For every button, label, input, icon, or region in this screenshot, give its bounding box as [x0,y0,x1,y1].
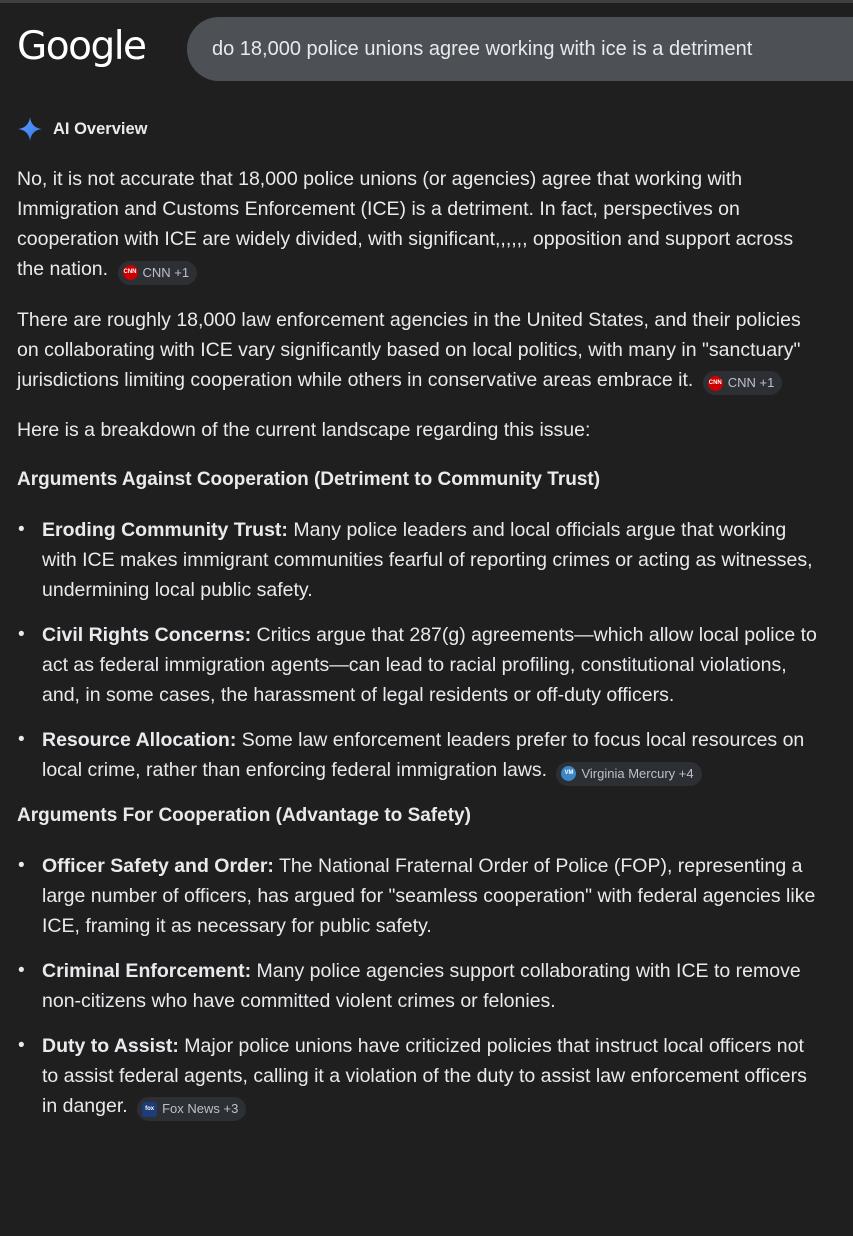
for-list [17,851,817,1122]
overview-paragraph-2 [17,305,817,396]
list-item [17,1031,817,1122]
overview-paragraph-3 [17,415,817,445]
bullet-icon: • [18,959,25,981]
item-text: Major police unions have criticized policies that instruct local officers not to assist federal agents, calling it a violation of the duty to assist law enforcement officers in danger. [42,1034,807,1117]
paragraph-text: Here is a breakdown of the current landscape regarding this issue: [17,419,591,441]
bullet-icon: • [18,519,25,540]
source-chip-cnn[interactable] [118,261,198,285]
paragraph-text: No, it is not accurate that 18,000 police unions (or agencies) agree that working with Immigration and Customs Enforcement (ICE) is a detriment. In fact, perspectives on cooperation with ICE are widely divided, with significant,,,,,, opposition and support across the nation. [17,168,794,280]
list-item [17,725,817,786]
item-title: Criminal Enforcement: [42,959,252,982]
item-text: The National Fraternal Order of Police (FOP), representing a large number of officers, has argued for "seamless cooperation" with federal agencies like ICE, framing it as necessary for public safety. [42,854,816,937]
bullet-icon: • [18,729,25,750]
against-list [17,515,817,786]
item-title: Eroding Community Trust: [42,519,288,541]
list-item [17,956,817,1016]
item-title: Civil Rights Concerns: [42,624,252,646]
source-chip-label: CNN +1 [727,375,775,390]
bullet-icon: • [18,1034,25,1056]
google-logo[interactable]: Google [17,24,146,69]
item-title: Duty to Assist: [42,1034,179,1057]
source-chip-fox-news[interactable] [137,1097,246,1121]
item-text: Critics argue that 287(g) agreements—which allow local police to act as federal immigration agents—can lead to racial profiling, constitutional violations, and, in some cases, the harassment of legal residents or off-duty officers. [42,624,817,706]
source-chip-virginia-mercury[interactable] [556,762,701,786]
source-chip-label: Virginia Mercury +4 [581,765,694,781]
search-query-text[interactable]: do 18,000 police unions agree working with ice is a detriment [212,38,753,60]
ai-overview-panel [17,113,817,1136]
bullet-icon: • [18,854,25,876]
item-title: Resource Allocation: [42,729,237,751]
section-heading-against: Arguments Against Cooperation (Detriment to Community Trust) [17,469,601,490]
list-item [17,515,817,605]
fox-news-icon: fox [142,1102,157,1117]
source-chip-label: Fox News +3 [162,1101,239,1116]
item-text: Many police leaders and local officials argue that working with ICE makes immigrant communities fearful of reporting crimes or acting as witnesses, undermining local public safety. [42,519,813,601]
ai-overview-title: AI Overview [53,119,148,138]
bullet-icon: • [18,624,25,645]
search-header [0,3,853,93]
list-item [17,851,817,941]
item-text: Many police agencies support collaborating with ICE to remove non-citizens who have committed violent crimes or felonies. [42,959,801,1012]
cnn-icon: CNN [708,376,723,391]
overview-paragraph-1 [17,164,817,285]
item-text: Some law enforcement leaders prefer to focus local resources on local crime, rather than enforcing federal immigration laws. [42,729,805,781]
search-input[interactable] [187,17,853,81]
virginia-mercury-icon: VM [561,766,576,781]
item-title: Officer Safety and Order: [42,854,274,877]
section-heading-for: Arguments For Cooperation (Advantage to Safety) [17,804,471,826]
sparkle-icon [17,116,43,142]
ai-overview-header [17,113,817,145]
list-item [17,620,817,710]
cnn-icon: CNN [123,265,138,280]
source-chip-label: CNN +1 [142,264,190,280]
paragraph-text: There are roughly 18,000 law enforcement agencies in the United States, and their policies on collaborating with ICE vary significantly based on local politics, with many in "sanctuary" jurisdictions limiting cooperation while others in conservative areas embrace it. [17,308,801,391]
source-chip-cnn[interactable] [703,371,783,395]
